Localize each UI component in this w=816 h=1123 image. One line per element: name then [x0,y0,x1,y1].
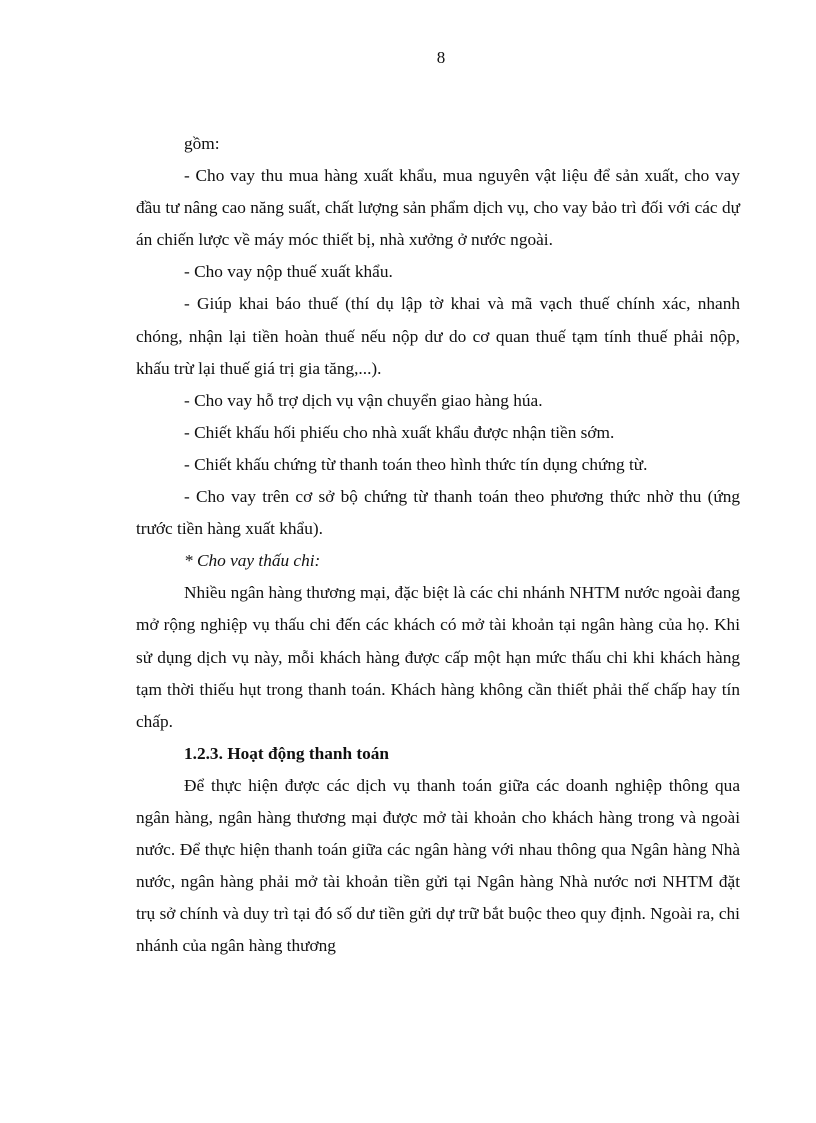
bullet-export-tax-loan: - Cho vay nộp thuế xuất khẩu. [184,262,393,282]
payment-paragraph: Để thực hiện được các dịch vụ thanh toán giữa các doanh nghiệp thông qua ngân hàng, ngân hàng thương mại được mở tài khoản cho khách hàng trong và ngoài nước. Để thực hiện thanh toán giữa các ngân hàng với nhau thông qua Ngân hàng Nhà nước, ngân hàng phải mở tài khoản tiền gửi tại Ngân hàng Nhà nước nơi NHTM đặt trụ sở chính và duy trì tại đó số dư tiền gửi dự trữ bắt buộc theo quy định. Ngoài ra, chi nhánh của ngân hàng thương [136,775,740,956]
bullet-shipping-loan: - Cho vay hỗ trợ dịch vụ vận chuyển giao hàng húa. [184,390,543,410]
bullet-tax-declaration: - Giúp khai báo thuế (thí dụ lập tờ khai và mã vạch thuế chính xác, nhanh chóng, nhận lại tiền hoàn thuế nếu nộp dư do cơ quan thuế tạm tính thuế phải nộp, khấu trừ lại thuế giá trị gia tăng,...). [136,294,740,378]
bullet-export-loans: - Cho vay thu mua hàng xuất khẩu, mua nguyên vật liệu để sản xuất, cho vay đầu tư nâng cao năng suất, chất lượng sản phẩm dịch vụ, cho vay bảo trì đối với các dự án chiến lược về máy móc thiết bị, nhà xưởng ở nước ngoài. [136,166,740,250]
bullet-document-discount: - Chiết khấu chứng từ thanh toán theo hình thức tín dụng chứng từ. [184,454,648,474]
overdraft-paragraph: Nhiều ngân hàng thương mại, đặc biệt là các chi nhánh NHTM nước ngoài đang mở rộng nghiệp vụ thấu chi đến các khách có mở tài khoản tại ngân hàng của họ. Khi sử dụng dịch vụ này, mỗi khách hàng được cấp một hạn mức thấu chi khi khách hàng tạm thời thiếu hụt trong thanh toán. Khách hàng không cần thiết phải thế chấp hay tín chấp. [136,583,740,731]
continuation-line: gồm: [184,134,220,153]
bullet-collection-loan: - Cho vay trên cơ sở bộ chứng từ thanh toán theo phương thức nhờ thu (ứng trước tiền hàng xuất khẩu). [136,487,740,539]
document-body [136,128,740,962]
overdraft-subheading: * Cho vay thấu chi: [184,551,321,571]
page-number: 8 [436,48,446,67]
section-heading: 1.2.3. Hoạt động thanh toán [184,743,390,763]
bullet-bill-discount: - Chiết khấu hối phiếu cho nhà xuất khẩu được nhận tiền sớm. [184,422,615,442]
